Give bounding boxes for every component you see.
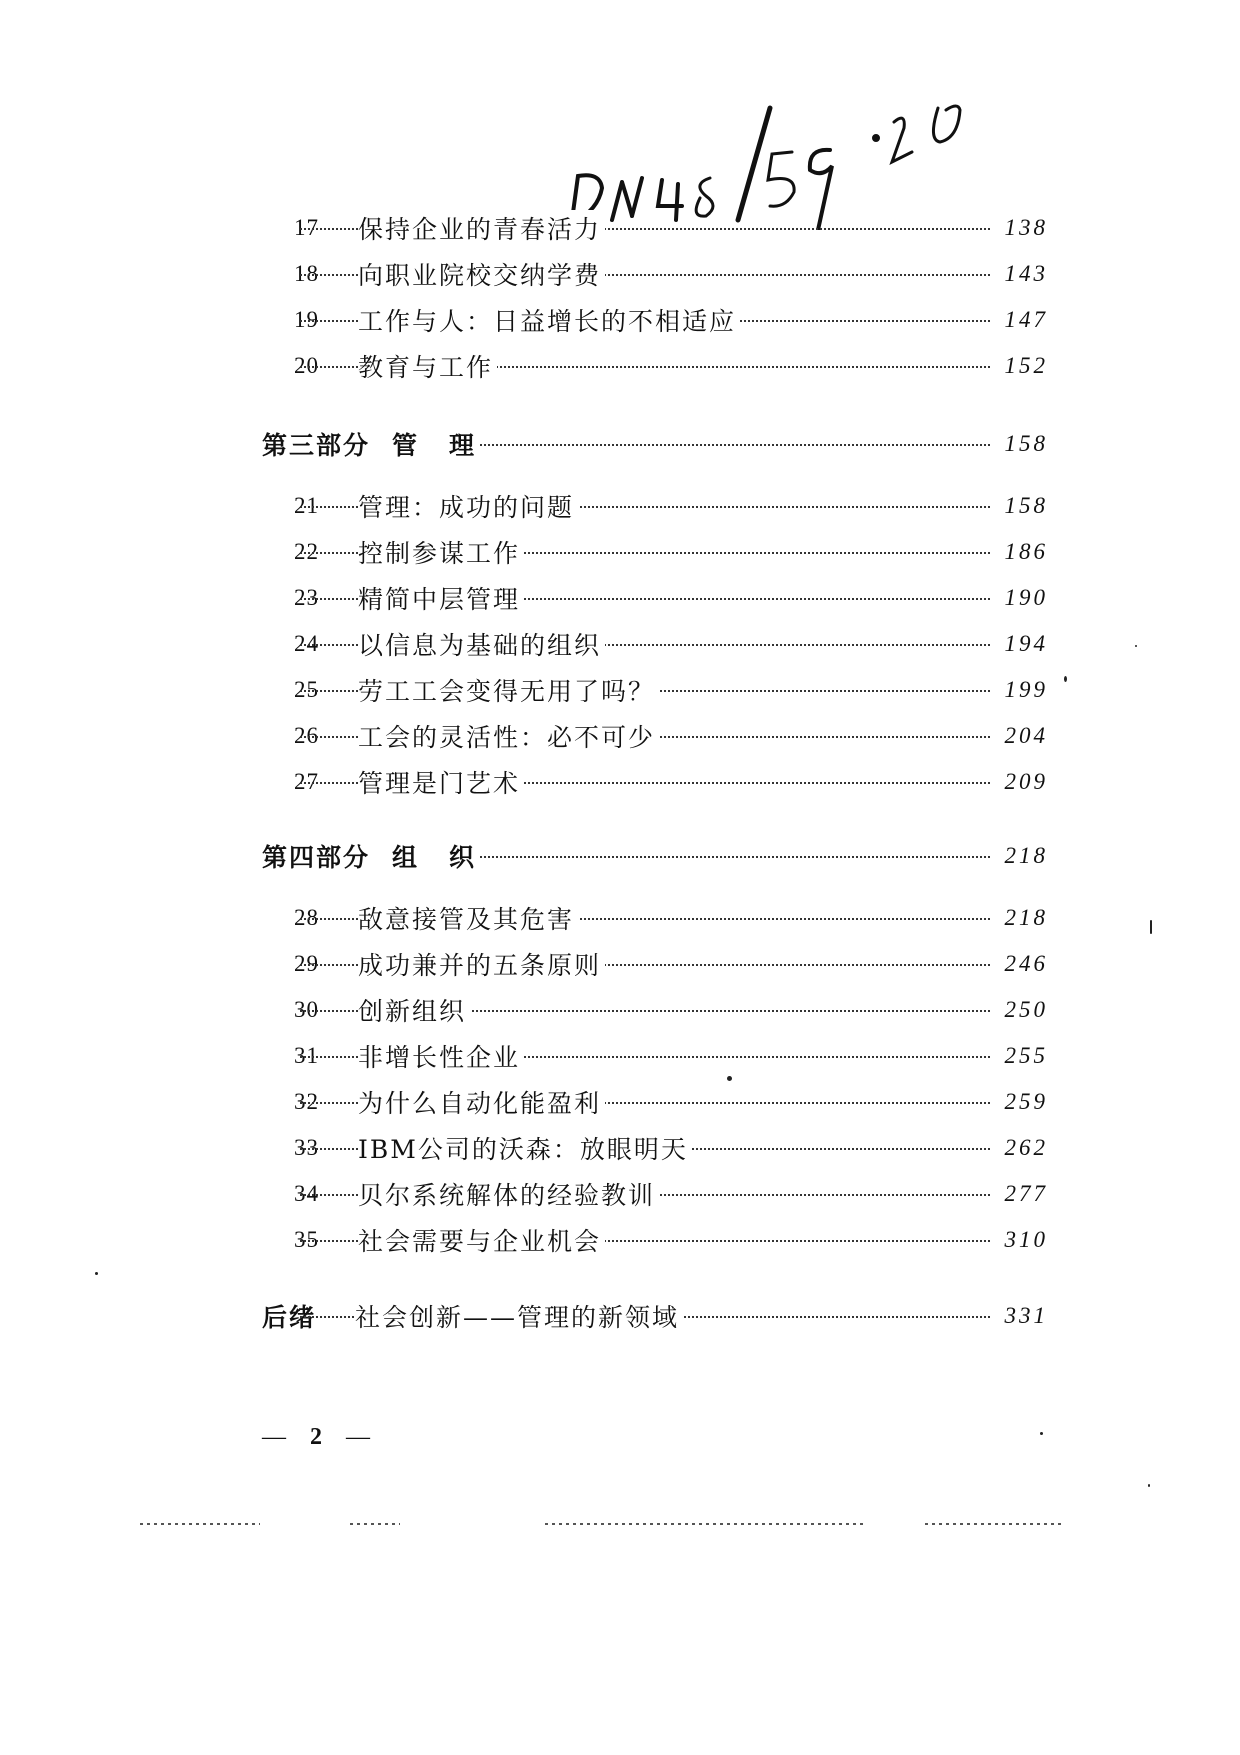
scan-line bbox=[140, 1523, 260, 1525]
page-number: 250 bbox=[990, 997, 1048, 1023]
handwritten-annotation bbox=[560, 80, 1000, 230]
chapter-number: 26 bbox=[294, 723, 319, 748]
toc-entry[interactable] bbox=[0, 992, 1240, 1028]
chapter-number: 35 bbox=[294, 1227, 319, 1252]
chapter-title: 管理：成功的问题 bbox=[358, 488, 578, 524]
footer-dash-right: — bbox=[346, 1424, 370, 1450]
page-number: 310 bbox=[990, 1227, 1048, 1253]
chapter-number: 17 bbox=[294, 215, 319, 240]
page-number: 194 bbox=[990, 631, 1048, 657]
chapter-number: 22 bbox=[294, 539, 319, 564]
chapter-number: 27 bbox=[294, 769, 319, 794]
toc-entry[interactable] bbox=[0, 946, 1240, 982]
scan-speck bbox=[1064, 676, 1067, 682]
toc-entry[interactable] bbox=[0, 488, 1240, 524]
scan-speck bbox=[1135, 645, 1137, 647]
toc-entry[interactable] bbox=[0, 1130, 1240, 1166]
toc-entry[interactable] bbox=[0, 1084, 1240, 1120]
page-number: 262 bbox=[990, 1135, 1048, 1161]
chapter-title: 贝尔系统解体的经验教训 bbox=[358, 1176, 659, 1212]
chapter-number: 30 bbox=[294, 997, 319, 1022]
chapter-number: 31 bbox=[294, 1043, 319, 1068]
afterword-label: 后绪 bbox=[262, 1303, 317, 1332]
chapter-number: 19 bbox=[294, 307, 319, 332]
chapter-number: 34 bbox=[294, 1181, 319, 1206]
toc-entry[interactable] bbox=[0, 302, 1240, 338]
footer-dash-left: — bbox=[262, 1424, 286, 1450]
toc-afterword[interactable] bbox=[0, 1298, 1240, 1334]
toc-entry[interactable] bbox=[0, 764, 1240, 800]
page-number: 246 bbox=[990, 951, 1048, 977]
chapter-number: 28 bbox=[294, 905, 319, 930]
toc-entry[interactable] bbox=[0, 1038, 1240, 1074]
part-title: 第三部分 管 理 bbox=[262, 426, 480, 462]
chapter-number: 32 bbox=[294, 1089, 319, 1114]
page-number: 218 bbox=[990, 843, 1048, 869]
page-number: 209 bbox=[990, 769, 1048, 795]
toc-entry[interactable] bbox=[0, 900, 1240, 936]
chapter-title: 创新组织 bbox=[358, 992, 470, 1028]
chapter-number: 29 bbox=[294, 951, 319, 976]
chapter-number: 24 bbox=[294, 631, 319, 656]
toc-part-heading[interactable] bbox=[0, 426, 1240, 462]
page-number: 186 bbox=[990, 539, 1048, 565]
page-number: 204 bbox=[990, 723, 1048, 749]
page-number: 152 bbox=[990, 353, 1048, 379]
afterword-title: 社会创新——管理的新领域 bbox=[355, 1298, 683, 1334]
toc-entry[interactable] bbox=[0, 672, 1240, 708]
scan-speck bbox=[95, 1272, 98, 1275]
toc-part-heading[interactable] bbox=[0, 838, 1240, 874]
chapter-title: 工会的灵活性：必不可少 bbox=[358, 718, 659, 754]
scan-line bbox=[350, 1523, 400, 1525]
page-footer bbox=[262, 1424, 370, 1451]
chapter-title: 非增长性企业 bbox=[358, 1038, 524, 1074]
chapter-title: 教育与工作 bbox=[358, 348, 497, 384]
part-title: 第四部分 组 织 bbox=[262, 838, 480, 874]
toc-entry[interactable] bbox=[0, 1222, 1240, 1258]
scan-line bbox=[545, 1523, 865, 1525]
page-number: 259 bbox=[990, 1089, 1048, 1115]
scan-speck bbox=[1040, 1432, 1043, 1435]
chapter-title: 社会需要与企业机会 bbox=[358, 1222, 605, 1258]
chapter-title: 向职业院校交纳学费 bbox=[358, 256, 605, 292]
chapter-number: 18 bbox=[294, 261, 319, 286]
page-number: 255 bbox=[990, 1043, 1048, 1069]
toc-entry[interactable] bbox=[0, 1176, 1240, 1212]
chapter-title: 敌意接管及其危害 bbox=[358, 900, 578, 936]
chapter-number: 21 bbox=[294, 493, 319, 518]
chapter-title: IBM公司的沃森：放眼明天 bbox=[358, 1130, 692, 1166]
page-number: 277 bbox=[990, 1181, 1048, 1207]
page-number: 158 bbox=[990, 431, 1048, 457]
toc-entry[interactable] bbox=[0, 580, 1240, 616]
page-number: 158 bbox=[990, 493, 1048, 519]
chapter-title: 以信息为基础的组织 bbox=[358, 626, 605, 662]
page-number: 143 bbox=[990, 261, 1048, 287]
chapter-title: 劳工工会变得无用了吗？ bbox=[358, 672, 659, 708]
chapter-title: 保持企业的青春活力 bbox=[358, 210, 605, 246]
scan-line bbox=[925, 1523, 1065, 1525]
chapter-title: 管理是门艺术 bbox=[358, 764, 524, 800]
toc-entry[interactable] bbox=[0, 534, 1240, 570]
toc-entry[interactable] bbox=[0, 626, 1240, 662]
page-number: 218 bbox=[990, 905, 1048, 931]
page-number: 138 bbox=[990, 215, 1048, 241]
scan-speck bbox=[1148, 1484, 1150, 1487]
chapter-number: 20 bbox=[294, 353, 319, 378]
chapter-title: 成功兼并的五条原则 bbox=[358, 946, 605, 982]
page-number: 331 bbox=[990, 1303, 1048, 1329]
toc-entry[interactable] bbox=[0, 210, 1240, 246]
toc-entry[interactable] bbox=[0, 348, 1240, 384]
chapter-title: 控制参谋工作 bbox=[358, 534, 524, 570]
chapter-number: 33 bbox=[294, 1135, 319, 1160]
footer-page-number: 2 bbox=[310, 1424, 322, 1450]
chapter-title: 为什么自动化能盈利 bbox=[358, 1084, 605, 1120]
chapter-number: 23 bbox=[294, 585, 319, 610]
page-number: 190 bbox=[990, 585, 1048, 611]
page-number: 199 bbox=[990, 677, 1048, 703]
chapter-title: 精简中层管理 bbox=[358, 580, 524, 616]
scan-speck bbox=[727, 1076, 732, 1081]
page-number: 147 bbox=[990, 307, 1048, 333]
chapter-title: 工作与人：日益增长的不相适应 bbox=[358, 302, 740, 338]
toc-entry[interactable] bbox=[0, 718, 1240, 754]
toc-entry[interactable] bbox=[0, 256, 1240, 292]
chapter-number: 25 bbox=[294, 677, 319, 702]
scan-speck bbox=[1150, 920, 1152, 934]
